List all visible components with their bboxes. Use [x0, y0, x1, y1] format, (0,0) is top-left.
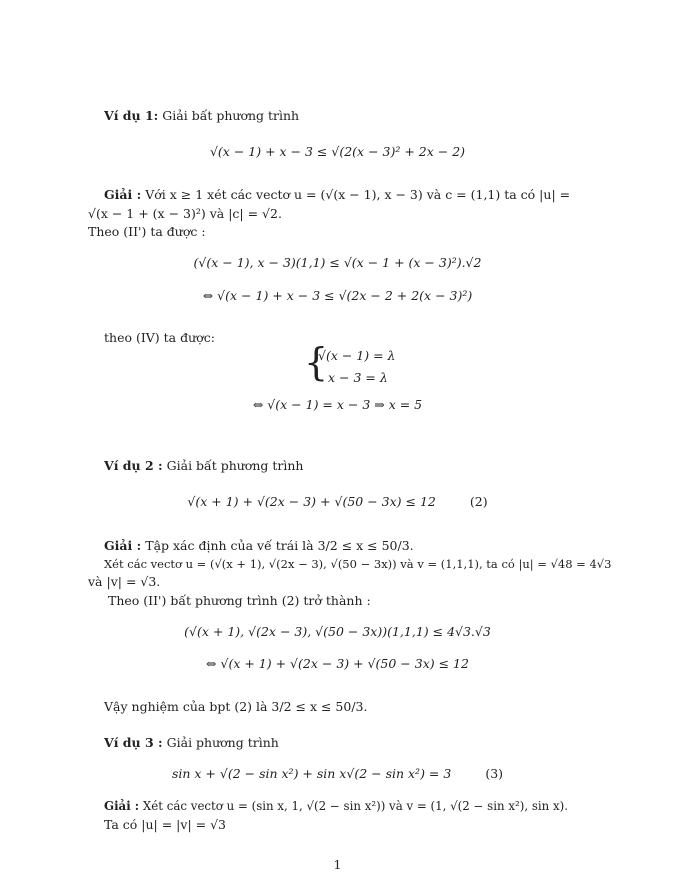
example1-solution-line2: √(x − 1 + (x − 3)²) và |c| = √2. [88, 206, 282, 221]
example1-solution-line1: Giải : Với x ≥ 1 xét các vectơ u = (√(x − 1), x − 3) và c = (1,1) ta có |u| = [104, 187, 571, 202]
page-number: 1 [333, 857, 342, 872]
example2-equation2: ⇔ √(x + 1) + √(2x − 3) + √(50 − 3x) ≤ 12 [206, 656, 469, 671]
example2-solution-line3: và |v| = √3. [88, 574, 161, 589]
example1-equation3: ⇔ √(x − 1) = x − 3 ⇒ x = 5 [252, 397, 423, 412]
example1-heading: Ví dụ 1: Giải bất phương trình [104, 108, 300, 123]
example3-solution-line1: Giải : Xét các vectơ u = (sin x, 1, √(2 − sin x²)) và v = (1, √(2 − sin x²), sin x). [104, 799, 569, 813]
example1-system-eq2: x − 3 = λ [328, 370, 388, 385]
example3-heading: Ví dụ 3 : Giải phương trình [104, 735, 279, 750]
example2-solution-line1: Giải : Tập xác định của vế trái là 3/2 ≤ x ≤ 50/3. [104, 538, 414, 553]
example1-equation1: (√(x − 1), x − 3)(1,1) ≤ √(x − 1 + (x − 3)²).√2 [193, 255, 482, 270]
example2-solution-line4: Theo (II') bất phương trình (2) trở thành : [108, 593, 371, 608]
example1-theo-ii: Theo (II') ta được : [88, 224, 206, 239]
example2-solution-line2: Xét các vectơ u = (√(x + 1), √(2x − 3), √(50 − 3x)) và v = (1,1,1), ta có |u| = √48 = 4√3 [104, 557, 612, 571]
example3-solution-line2: Ta có |u| = |v| = √3 [104, 817, 227, 832]
example3-main-equation: sin x + √(2 − sin x²) + sin x√(2 − sin x²) = 3 (3) [171, 766, 504, 781]
example2-conclusion: Vậy nghiệm của bpt (2) là 3/2 ≤ x ≤ 50/3. [104, 699, 368, 714]
example1-main-inequality: √(x − 1) + x − 3 ≤ √(2(x − 3)² + 2x − 2) [209, 144, 466, 159]
example2-heading: Ví dụ 2 : Giải bất phương trình [104, 458, 304, 473]
example1-equation2: ⇔ √(x − 1) + x − 3 ≤ √(2x − 2 + 2(x − 3)²) [202, 288, 473, 303]
example2-equation1: (√(x + 1), √(2x − 3), √(50 − 3x))(1,1,1) ≤ 4√3.√3 [184, 624, 491, 639]
example3-tag: (3) [485, 766, 504, 781]
example1-system-eq1: √(x − 1) = λ [318, 348, 396, 363]
example2-main-inequality: √(x + 1) + √(2x − 3) + √(50 − 3x) ≤ 12 (2) [187, 494, 488, 509]
example1-theo-iv: theo (IV) ta được: [104, 330, 215, 345]
example1-system-brace: { [304, 340, 329, 384]
example2-tag: (2) [469, 494, 488, 509]
